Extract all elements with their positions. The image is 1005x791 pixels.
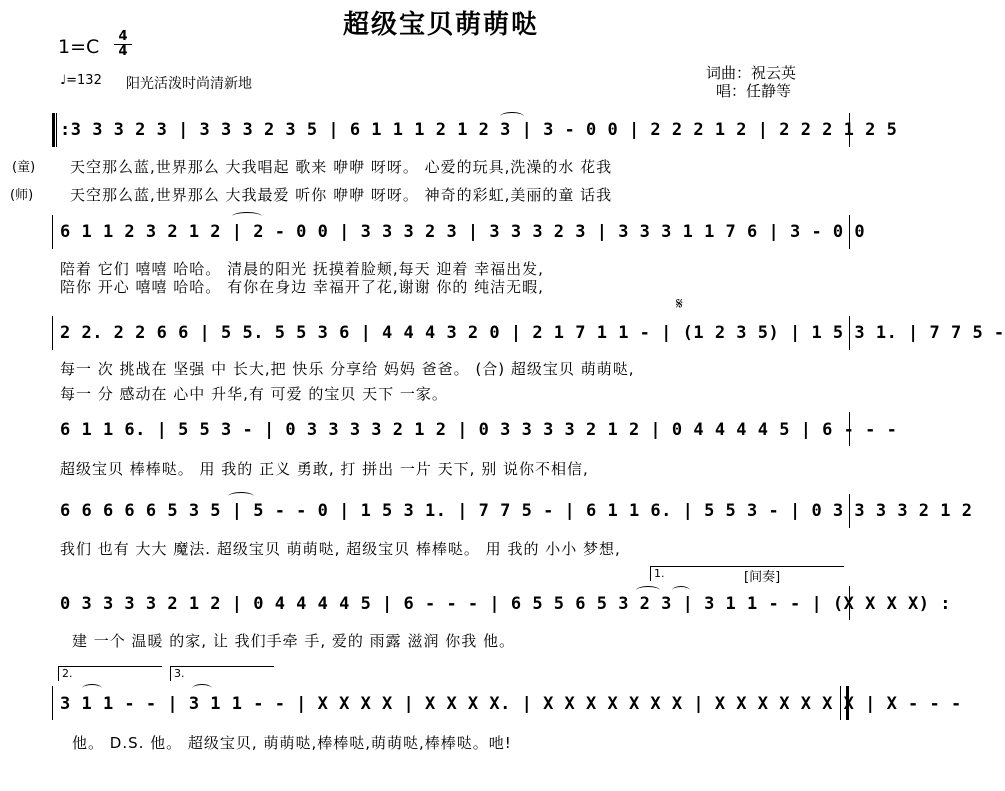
lyricist-composer: 词曲：祝云英 [706,64,797,82]
notation-line-2: 6 1 1 2 3 2 1 2 | 2 - 0 0 | 3 3 3 2 3 | 3 3 3 2 3 | 3 3 3 1 1 7 6 | 3 - 0 0 [60,222,866,242]
notation-line-5: 6 6 6 6 6 5 3 5 | 5 - - 0 | 1 5 3 1. | 7 7 5 - | 6 1 1 6. | 5 5 3 - | 0 3 3 3 3 2 1 2 [60,501,973,521]
meter-top: 4 [118,29,128,44]
start-repeat-barline [52,113,55,147]
volta-second-ending: 2. [58,666,162,681]
lyric-line-5: 我们 也有 大大 魔法. 超级宝贝 萌萌哒, 超级宝贝 棒棒哒。 用 我的 小小 梦想, [60,540,621,558]
tie-mark [228,492,254,501]
notation-line-1: :3 3 3 2 3 | 3 3 3 2 3 5 | 6 1 1 1 2 1 2 3 | 3 - 0 0 | 2 2 2 1 2 | 2 2 2 1 2 5 [60,120,898,140]
lyric-line-2a: 陪着 它们 嘻嘻 哈哈。 清晨的阳光 抚摸着脸颊,每天 迎着 幸福出发, [60,260,544,278]
lyric-line-1b: 天空那么蓝,世界那么 大我最爱 听你 咿咿 呀呀。 神奇的彩虹,美丽的童 话我 [70,186,613,204]
role-teacher: (师) [10,188,34,203]
volta-first-ending: 1. [650,566,844,581]
meter-bottom: 4 [114,44,132,59]
lyric-line-1a: 天空那么蓝,世界那么 大我唱起 歌来 咿咿 呀呀。 心爱的玩具,洗澡的水 花我 [70,158,613,176]
role-child: (童) [12,160,36,175]
tie-mark [82,684,102,693]
segno-sign: 𝄋 [676,294,683,313]
notation-line-3: 2 2. 2 2 6 6 | 5 5. 5 5 3 6 | 4 4 4 3 2 0 | 2 1 7 1 1 - | (1 2 3 5) | 1 5 3 1. | 7 7 5 - [60,323,1005,343]
barline [52,316,53,350]
notation-line-7: 3 1 1 - - | 3 1 1 - - | X X X X | X X X X. | X X X X X X X | X X X X X X X | X - - - [60,694,962,714]
volta-third-ending: 3. [170,666,274,681]
lyric-line-7: 他。 D.S. 他。 超级宝贝, 萌萌哒,棒棒哒,萌萌哒,棒棒哒。吔! [72,734,512,752]
tie-mark [500,112,524,121]
singer-credit: 唱：任静等 [716,82,792,100]
interlude-label: [间奏] [744,570,781,585]
expression-mark: 阳光活泼时尚清新地 [126,76,252,92]
tempo-mark: ♩=132 [60,73,102,88]
barline [52,215,53,249]
lyric-line-2b: 陪你 开心 嘻嘻 哈哈。 有你在身边 幸福开了花,谢谢 你的 纯洁无暇, [60,278,544,296]
lyric-line-4: 超级宝贝 棒棒哒。 用 我的 正义 勇敢, 打 拼出 一片 天下, 别 说你不相信, [60,460,589,478]
notation-line-6: 0 3 3 3 3 2 1 2 | 0 4 4 4 4 5 | 6 - - - | 6 5 5 6 5 3 2 3 | 3 1 1 - - | (X X X X) : [60,594,951,614]
lyric-line-6: 建 一个 温暖 的家, 让 我们手牵 手, 爱的 雨露 滋润 你我 他。 [72,632,515,650]
time-signature [114,30,132,59]
barline [56,113,57,147]
tie-mark [192,684,212,693]
lyric-line-3b: 每一 分 感动在 心中 升华,有 可爱 的宝贝 天下 一家。 [60,385,448,403]
key-signature: 1=C [58,36,100,58]
tie-mark [232,212,262,221]
lyric-line-3a: 每一 次 挑战在 坚强 中 长大,把 快乐 分享给 妈妈 爸爸。 (合) 超级宝贝 萌萌哒, [60,360,635,378]
barline [52,686,53,720]
tie-mark [672,586,690,595]
notation-line-4: 6 1 1 6. | 5 5 3 - | 0 3 3 3 3 2 1 2 | 0 3 3 3 3 2 1 2 | 0 4 4 4 4 5 | 6 - - - [60,420,898,440]
song-title: 超级宝贝萌萌哒 [342,10,539,40]
tie-mark [636,586,660,595]
